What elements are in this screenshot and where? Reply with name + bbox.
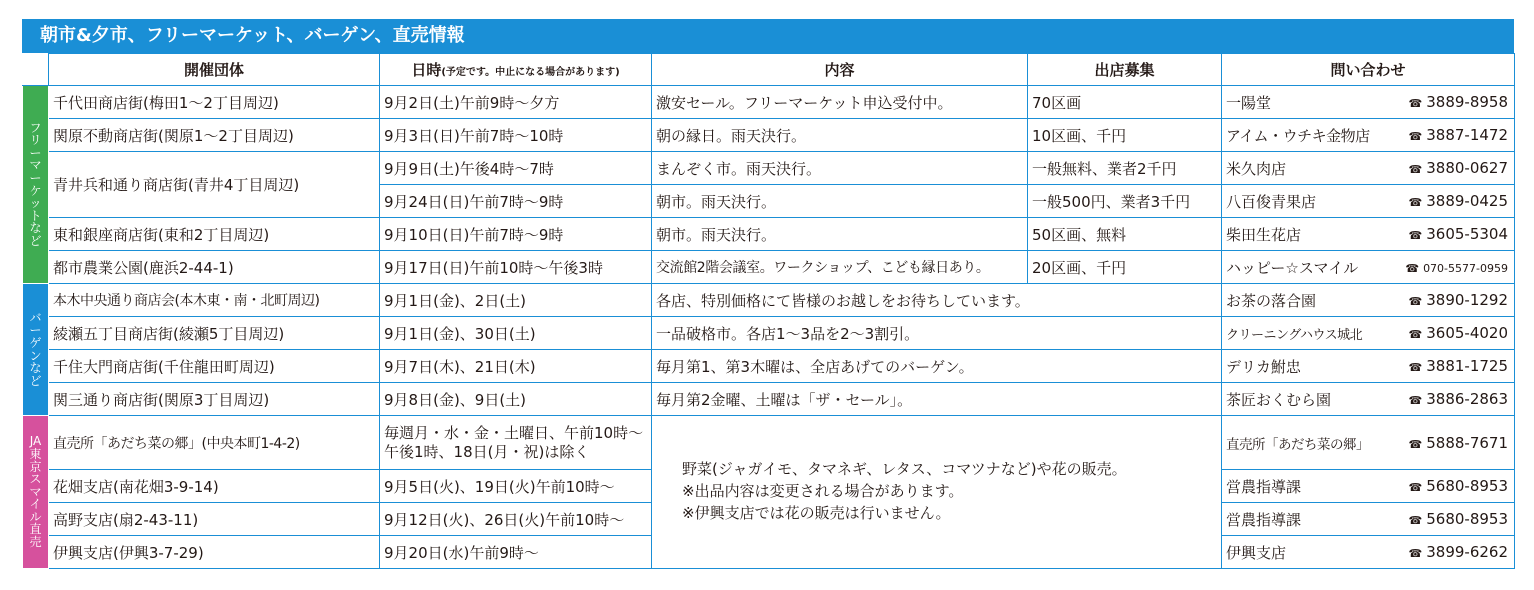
contact-name: 直売所「あだち菜の郷」 bbox=[1226, 436, 1369, 453]
phone-icon: ☎ bbox=[1408, 514, 1423, 527]
phone-icon: ☎ bbox=[1408, 295, 1423, 308]
contact-cell bbox=[1222, 185, 1515, 218]
category-bargain bbox=[23, 284, 49, 416]
recruit-cell: 一般無料、業者2千円 bbox=[1028, 152, 1222, 185]
phone-number: 3899-6262 bbox=[1426, 543, 1508, 561]
phone-number: 5680-8953 bbox=[1426, 510, 1508, 528]
table-row bbox=[23, 218, 1515, 251]
contact-phone bbox=[1409, 510, 1508, 528]
contact-name: 営農指導課 bbox=[1226, 477, 1302, 496]
datetime-cell: 9月20日(水)午前9時〜 bbox=[380, 536, 652, 569]
table-header-row bbox=[23, 54, 1515, 86]
contact-name: クリーニングハウス城北 bbox=[1226, 327, 1363, 343]
category-label: JA東京スマイル直売 bbox=[29, 434, 42, 550]
content-cell: 毎月第2金曜、土曜は「ザ・セール」。 bbox=[652, 383, 1222, 416]
organizer-cell: 綾瀬五丁目商店街(綾瀬5丁目周辺) bbox=[49, 317, 380, 350]
page-title: 朝市&夕市、フリーマーケット、バーゲン、直売情報 bbox=[22, 19, 1514, 53]
datetime-cell: 9月7日(木)、21日(木) bbox=[380, 350, 652, 383]
content-cell: 各店、特別価格にて皆様のお越しをお待ちしています。 bbox=[652, 284, 1222, 317]
phone-icon: ☎ bbox=[1408, 163, 1423, 176]
contact-phone bbox=[1409, 192, 1508, 210]
contact-cell bbox=[1222, 503, 1515, 536]
phone-number: 070-5577-0959 bbox=[1423, 262, 1508, 275]
ja-content-line: 野菜(ジャガイモ、タマネギ、レタス、コマツナなど)や花の販売。 bbox=[682, 460, 1127, 479]
contact-phone bbox=[1409, 159, 1508, 177]
phone-icon: ☎ bbox=[1408, 229, 1423, 242]
category-label: フリーマーケットなど bbox=[29, 120, 42, 248]
datetime-cell: 9月8日(金)、9日(土) bbox=[380, 383, 652, 416]
table-row bbox=[23, 383, 1515, 416]
header-datetime bbox=[380, 54, 652, 86]
organizer-cell: 直売所「あだち菜の郷」(中央本町1-4-2) bbox=[49, 416, 380, 470]
datetime-cell: 9月3日(日)午前7時〜10時 bbox=[380, 119, 652, 152]
event-table bbox=[22, 53, 1515, 569]
phone-icon: ☎ bbox=[1408, 394, 1423, 407]
datetime-cell: 9月2日(土)午前9時〜夕方 bbox=[380, 86, 652, 119]
recruit-cell: 一般500円、業者3千円 bbox=[1028, 185, 1222, 218]
contact-name: 一陽堂 bbox=[1226, 93, 1272, 112]
contact-phone bbox=[1409, 477, 1508, 495]
header-content: 内容 bbox=[652, 54, 1028, 86]
phone-number: 5680-8953 bbox=[1426, 477, 1508, 495]
datetime-cell: 9月17日(日)午前10時〜午後3時 bbox=[380, 251, 652, 284]
organizer-cell: 本木中央通り商店会(本木東・南・北町周辺) bbox=[49, 284, 380, 317]
category-flea-market bbox=[23, 86, 49, 284]
header-organizer: 開催団体 bbox=[49, 54, 380, 86]
phone-number: 3887-1472 bbox=[1426, 126, 1508, 144]
contact-phone bbox=[1409, 434, 1508, 452]
header-contact: 問い合わせ bbox=[1222, 54, 1515, 86]
contact-name: 柴田生花店 bbox=[1226, 225, 1302, 244]
header-datetime-note: (予定です。中止になる場合があります) bbox=[441, 67, 620, 78]
datetime-cell: 9月5日(火)、19日(火)午前10時〜 bbox=[380, 470, 652, 503]
content-cell: 交流館2階会議室。ワークショップ、こども縁日あり。 bbox=[652, 251, 1028, 284]
phone-icon: ☎ bbox=[1408, 547, 1423, 560]
contact-cell bbox=[1222, 251, 1515, 284]
contact-phone bbox=[1409, 324, 1508, 342]
contact-name: 八百俊青果店 bbox=[1226, 192, 1317, 211]
ja-content-cell bbox=[652, 416, 1222, 569]
organizer-cell: 高野支店(扇2-43-11) bbox=[49, 503, 380, 536]
phone-number: 5888-7671 bbox=[1426, 433, 1508, 452]
organizer-cell: 千住大門商店街(千住龍田町周辺) bbox=[49, 350, 380, 383]
phone-icon: ☎ bbox=[1408, 130, 1423, 143]
contact-cell bbox=[1222, 119, 1515, 152]
contact-name: デリカ鮒忠 bbox=[1226, 357, 1301, 376]
category-ja bbox=[23, 416, 49, 569]
contact-name: ハッピー☆スマイル bbox=[1226, 258, 1359, 277]
contact-phone bbox=[1409, 93, 1508, 111]
content-cell: 毎月第1、第3木曜は、全店あげてのバーゲン。 bbox=[652, 350, 1222, 383]
contact-cell bbox=[1222, 317, 1515, 350]
content-cell: まんぞく市。雨天決行。 bbox=[652, 152, 1028, 185]
contact-phone bbox=[1405, 258, 1508, 276]
phone-number: 3881-1725 bbox=[1426, 357, 1508, 375]
datetime-cell: 9月24日(日)午前7時〜9時 bbox=[380, 185, 652, 218]
contact-cell bbox=[1222, 218, 1515, 251]
content-cell: 一品破格市。各店1〜3品を2〜3割引。 bbox=[652, 317, 1222, 350]
ja-content-line: ※出品内容は変更される場合があります。 bbox=[682, 482, 964, 501]
content-cell: 激安セール。フリーマーケット申込受付中。 bbox=[652, 86, 1028, 119]
phone-icon: ☎ bbox=[1408, 437, 1423, 451]
table-row bbox=[23, 152, 1515, 185]
ja-content-line: ※伊興支店では花の販売は行いません。 bbox=[682, 503, 951, 522]
phone-icon: ☎ bbox=[1408, 196, 1423, 209]
contact-cell bbox=[1222, 416, 1515, 470]
info-panel bbox=[22, 19, 1514, 569]
phone-icon: ☎ bbox=[1408, 481, 1423, 494]
datetime-cell: 9月1日(金)、30日(土) bbox=[380, 317, 652, 350]
datetime-cell: 9月9日(土)午後4時〜7時 bbox=[380, 152, 652, 185]
contact-name: 茶匠おくむら園 bbox=[1226, 390, 1332, 409]
contact-name: 米久肉店 bbox=[1226, 159, 1287, 178]
header-corner bbox=[23, 54, 49, 86]
contact-phone bbox=[1409, 225, 1508, 243]
organizer-cell: 伊興支店(伊興3-7-29) bbox=[49, 536, 380, 569]
recruit-cell: 10区画、千円 bbox=[1028, 119, 1222, 152]
phone-number: 3890-1292 bbox=[1426, 291, 1508, 309]
organizer-cell: 東和銀座商店街(東和2丁目周辺) bbox=[49, 218, 380, 251]
recruit-cell: 70区画 bbox=[1028, 86, 1222, 119]
organizer-cell: 都市農業公園(鹿浜2-44-1) bbox=[49, 251, 380, 284]
category-label: バーゲンなど bbox=[29, 310, 42, 388]
content-cell: 朝の縁日。雨天決行。 bbox=[652, 119, 1028, 152]
phone-number: 3889-0425 bbox=[1426, 192, 1508, 210]
phone-number: 3886-2863 bbox=[1426, 390, 1508, 408]
contact-cell bbox=[1222, 350, 1515, 383]
datetime-cell: 毎週月・水・金・土曜日、午前10時〜午後1時、18日(月・祝)は除く bbox=[380, 416, 652, 470]
contact-name: アイム・ウチキ金物店 bbox=[1226, 126, 1370, 145]
contact-phone bbox=[1409, 291, 1508, 309]
content-cell: 朝市。雨天決行。 bbox=[652, 185, 1028, 218]
datetime-cell: 9月12日(火)、26日(火)午前10時〜 bbox=[380, 503, 652, 536]
contact-cell bbox=[1222, 284, 1515, 317]
phone-number: 3605-5304 bbox=[1426, 225, 1508, 243]
phone-number: 3605-4020 bbox=[1426, 324, 1508, 342]
organizer-cell: 青井兵和通り商店街(青井4丁目周辺) bbox=[49, 152, 380, 218]
table-row bbox=[23, 416, 1515, 470]
datetime-cell: 9月1日(金)、2日(土) bbox=[380, 284, 652, 317]
header-recruit: 出店募集 bbox=[1028, 54, 1222, 86]
organizer-cell: 千代田商店街(梅田1〜2丁目周辺) bbox=[49, 86, 380, 119]
datetime-cell: 9月10日(日)午前7時〜9時 bbox=[380, 218, 652, 251]
contact-cell bbox=[1222, 152, 1515, 185]
recruit-cell: 50区画、無料 bbox=[1028, 218, 1222, 251]
contact-phone bbox=[1409, 543, 1508, 561]
table-row bbox=[23, 284, 1515, 317]
organizer-cell: 関原不動商店街(関原1〜2丁目周辺) bbox=[49, 119, 380, 152]
contact-cell bbox=[1222, 383, 1515, 416]
contact-name: 伊興支店 bbox=[1226, 543, 1287, 562]
phone-icon: ☎ bbox=[1408, 328, 1423, 341]
phone-icon: ☎ bbox=[1408, 361, 1423, 374]
contact-cell bbox=[1222, 536, 1515, 569]
phone-icon: ☎ bbox=[1408, 97, 1423, 110]
contact-phone bbox=[1409, 390, 1508, 408]
contact-name: お茶の落合園 bbox=[1226, 291, 1317, 310]
phone-number: 3880-0627 bbox=[1426, 159, 1508, 177]
phone-number: 3889-8958 bbox=[1426, 93, 1508, 111]
table-row bbox=[23, 350, 1515, 383]
table-row bbox=[23, 317, 1515, 350]
contact-phone bbox=[1409, 126, 1508, 144]
contact-phone bbox=[1409, 357, 1508, 375]
content-cell: 朝市。雨天決行。 bbox=[652, 218, 1028, 251]
table-row bbox=[23, 251, 1515, 284]
table-row bbox=[23, 119, 1515, 152]
organizer-cell: 花畑支店(南花畑3-9-14) bbox=[49, 470, 380, 503]
table-row bbox=[23, 86, 1515, 119]
contact-name: 営農指導課 bbox=[1226, 510, 1302, 529]
recruit-cell: 20区画、千円 bbox=[1028, 251, 1222, 284]
contact-cell bbox=[1222, 86, 1515, 119]
phone-icon: ☎ bbox=[1405, 262, 1420, 275]
contact-cell bbox=[1222, 470, 1515, 503]
header-datetime-label: 日時 bbox=[411, 61, 442, 79]
organizer-cell: 関三通り商店街(関原3丁目周辺) bbox=[49, 383, 380, 416]
